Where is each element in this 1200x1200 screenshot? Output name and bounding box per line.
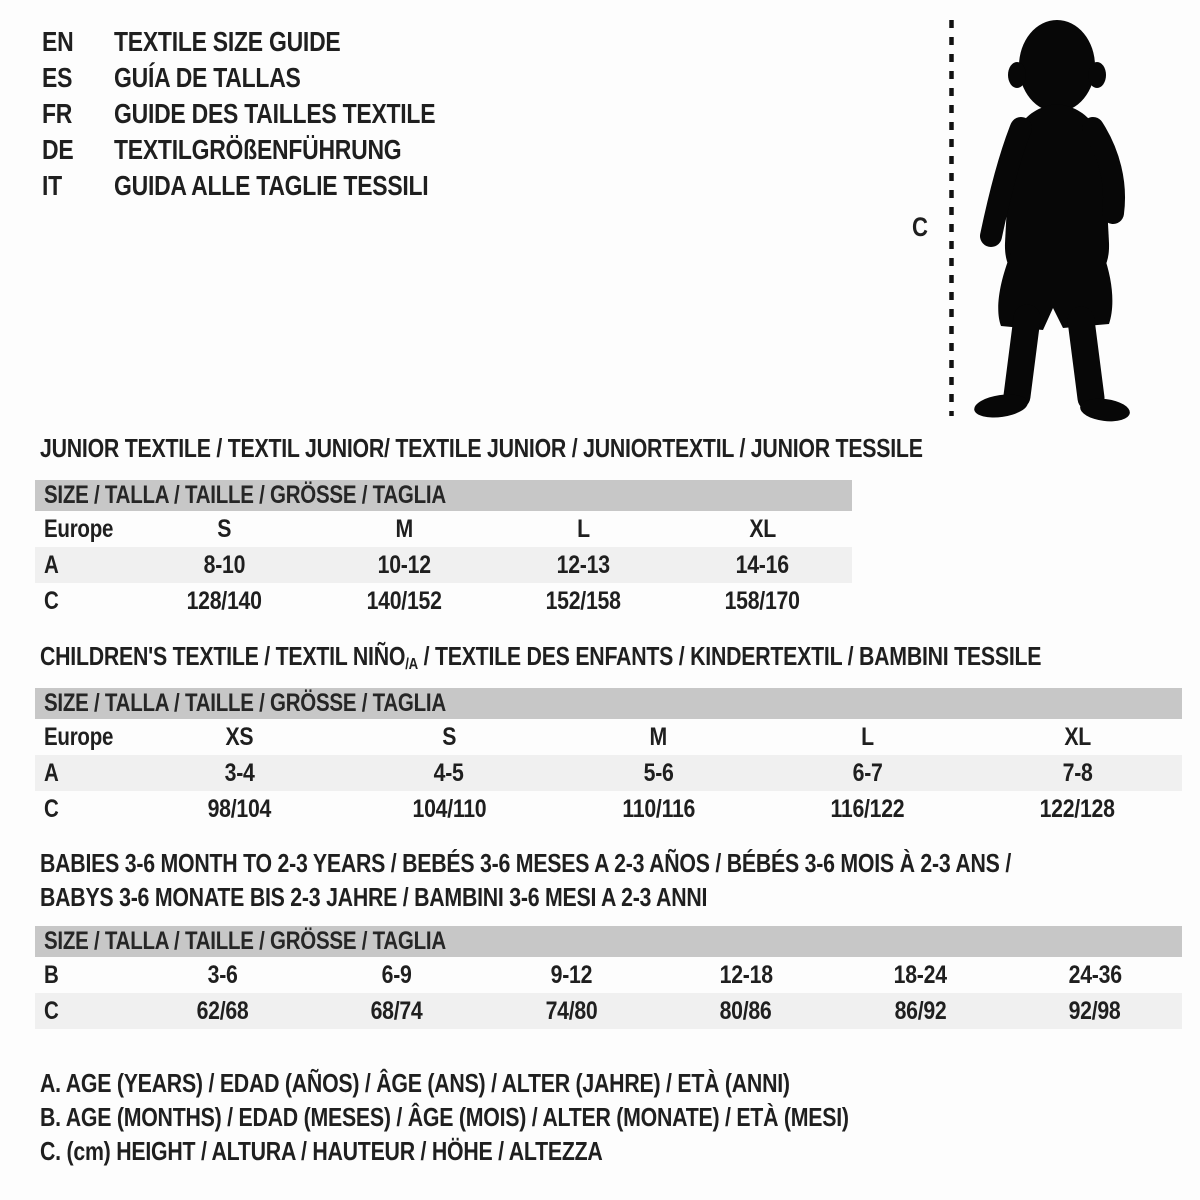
cell-text: 18-24 — [893, 960, 947, 989]
table-cell — [763, 795, 972, 824]
guide-title-text: TEXTILE SIZE GUIDE — [114, 26, 341, 57]
table-cell — [554, 759, 763, 788]
cell-text: 8-10 — [203, 550, 246, 579]
size-header-text: SIZE / TALLA / TAILLE / GRÖSSE / TAGLIA — [44, 927, 446, 955]
size-header-bar — [35, 926, 1182, 957]
junior-section-title — [40, 432, 1116, 464]
table-cell — [35, 551, 135, 580]
table-cell — [973, 723, 1182, 752]
cell-text: 4-5 — [434, 758, 465, 787]
language-code-text: DE — [42, 134, 74, 165]
guide-title — [114, 170, 497, 202]
cell-text: 14-16 — [735, 550, 789, 579]
table-cell — [314, 515, 493, 544]
cell-text: 7-8 — [1062, 758, 1093, 787]
table-row — [35, 755, 1182, 791]
table-cell — [554, 723, 763, 752]
language-code-text: ES — [42, 62, 73, 93]
language-row — [42, 132, 506, 168]
children-title-post: / TEXTILE DES ENFANTS / KINDERTEXTIL / BAMBINI TESSILE — [417, 641, 1042, 671]
language-row — [42, 24, 506, 60]
language-code — [42, 98, 114, 130]
cell-text: 12-13 — [556, 550, 610, 579]
legend-line-a-text: A. AGE (YEARS) / EDAD (AÑOS) / ÂGE (ANS) / ALTER (JAHRE) / ETÀ (ANNI) — [40, 1067, 790, 1098]
cell-text: B — [44, 960, 59, 989]
height-measure-label-text: C — [912, 212, 928, 242]
language-code-text: EN — [42, 26, 74, 57]
table-cell — [1008, 961, 1183, 990]
baby-silhouette-shape — [973, 20, 1131, 422]
cell-text: 6-7 — [852, 758, 883, 787]
table-cell — [314, 551, 493, 580]
children-section-title-text — [40, 640, 1041, 676]
table-cell — [973, 759, 1182, 788]
table-row — [35, 583, 852, 619]
table-cell — [673, 515, 852, 544]
table-cell — [344, 723, 553, 752]
language-row — [42, 60, 506, 96]
cell-text: L — [576, 514, 590, 543]
legend-line-c — [40, 1134, 1026, 1168]
cell-text: 92/98 — [1068, 996, 1121, 1025]
table-cell — [484, 997, 659, 1026]
table-cell — [35, 587, 135, 616]
babies-size-table — [35, 926, 1182, 1029]
children-section-title — [40, 640, 1200, 676]
size-header-text: SIZE / TALLA / TAILLE / GRÖSSE / TAGLIA — [44, 689, 446, 717]
cell-text: 152/158 — [545, 586, 621, 615]
cell-text: 12-18 — [719, 960, 773, 989]
cell-text: 68/74 — [370, 996, 423, 1025]
table-cell — [659, 997, 834, 1026]
table-cell — [35, 515, 135, 544]
cell-text: 9-12 — [550, 960, 593, 989]
height-measure-label — [912, 212, 931, 243]
cell-text: 5-6 — [643, 758, 674, 787]
babies-title-line1: BABIES 3-6 MONTH TO 2-3 YEARS / BEBÉS 3-6 MESES A 2-3 AÑOS / BÉBÉS 3-6 MOIS À 2-3 ANS / — [40, 848, 1012, 878]
legend-line-b-text: B. AGE (MONTHS) / EDAD (MESES) / ÂGE (MOIS) / ALTER (MONATE) / ETÀ (MESI) — [40, 1101, 849, 1132]
table-cell — [344, 759, 553, 788]
table-cell — [135, 961, 310, 990]
cell-text: S — [217, 514, 232, 543]
table-cell — [1008, 997, 1183, 1026]
babies-title-line2: BABYS 3-6 MONATE BIS 2-3 JAHRE / BAMBINI 3-6 MESI A 2-3 ANNI — [40, 882, 708, 912]
table-cell — [973, 795, 1182, 824]
babies-section-title — [40, 846, 1200, 914]
cell-text: M — [395, 514, 413, 543]
language-code-text: IT — [42, 170, 62, 201]
cell-text: 74/80 — [545, 996, 598, 1025]
table-cell — [763, 723, 972, 752]
table-cell — [35, 961, 135, 990]
table-cell — [344, 795, 553, 824]
table-cell — [135, 723, 344, 752]
table-cell — [135, 997, 310, 1026]
table-row — [35, 957, 1182, 993]
table-cell — [494, 587, 673, 616]
table-cell — [833, 961, 1008, 990]
guide-title — [114, 134, 465, 166]
table-cell — [833, 997, 1008, 1026]
table-cell — [484, 961, 659, 990]
table-cell — [763, 759, 972, 788]
table-cell — [35, 795, 135, 824]
table-cell — [35, 723, 135, 752]
table-cell — [673, 551, 852, 580]
table-cell — [310, 961, 485, 990]
table-row — [35, 547, 852, 583]
language-code — [42, 26, 114, 58]
cell-text: Europe — [44, 514, 114, 543]
cell-text: 122/128 — [1039, 794, 1115, 823]
cell-text: XL — [749, 514, 776, 543]
guide-title-text: TEXTILGRÖßENFÜHRUNG — [114, 134, 402, 165]
language-code — [42, 170, 114, 202]
table-cell — [310, 997, 485, 1026]
table-row — [35, 791, 1182, 827]
table-row — [35, 719, 1182, 755]
table-cell — [35, 997, 135, 1026]
cell-text: XS — [225, 722, 254, 751]
guide-title — [114, 26, 390, 58]
junior-size-table — [35, 480, 852, 619]
language-title-list — [42, 24, 506, 204]
table-cell — [494, 551, 673, 580]
legend-line-a — [40, 1066, 1026, 1100]
cell-text: C — [44, 996, 59, 1025]
cell-text: 128/140 — [187, 586, 263, 615]
cell-text: 80/86 — [719, 996, 772, 1025]
cell-text: 3-6 — [207, 960, 238, 989]
cell-text: 110/116 — [622, 794, 695, 823]
cell-text: 10-12 — [377, 550, 431, 579]
children-title-pre: CHILDREN'S TEXTILE / TEXTIL NIÑO — [40, 641, 406, 671]
children-title-sub: /A — [405, 654, 418, 673]
language-row — [42, 96, 506, 132]
cell-text: C — [44, 794, 59, 823]
language-code — [42, 134, 114, 166]
size-header-bar — [35, 480, 852, 511]
size-header-bar — [35, 688, 1182, 719]
cell-text: 104/110 — [412, 794, 487, 823]
children-size-table — [35, 688, 1182, 827]
table-cell — [135, 551, 314, 580]
cell-text: L — [861, 722, 875, 751]
guide-title — [114, 62, 342, 94]
cell-text: Europe — [44, 722, 114, 751]
table-cell — [673, 587, 852, 616]
guide-title-text: GUIDA ALLE TAGLIE TESSILI — [114, 170, 429, 201]
language-code-text: FR — [42, 98, 73, 129]
baby-silhouette — [946, 14, 1141, 422]
legend-line-c-text: C. (cm) HEIGHT / ALTURA / HAUTEUR / HÖHE / ALTEZZA — [40, 1135, 603, 1166]
cell-text: 116/122 — [830, 794, 905, 823]
table-cell — [135, 795, 344, 824]
table-cell — [135, 759, 344, 788]
cell-text: 158/170 — [724, 586, 800, 615]
guide-title — [114, 98, 506, 130]
language-row — [42, 168, 506, 204]
guide-title-text: GUÍA DE TALLAS — [114, 62, 301, 93]
measure-legend — [40, 1066, 1026, 1168]
cell-text: 86/92 — [894, 996, 947, 1025]
table-row — [35, 511, 852, 547]
legend-line-b — [40, 1100, 1026, 1134]
cell-text: 3-4 — [224, 758, 255, 787]
cell-text: XL — [1063, 722, 1091, 751]
table-cell — [554, 795, 763, 824]
table-cell — [35, 759, 135, 788]
cell-text: 140/152 — [366, 586, 442, 615]
table-cell — [314, 587, 493, 616]
cell-text: S — [442, 722, 457, 751]
cell-text: 62/68 — [196, 996, 249, 1025]
size-header-text: SIZE / TALLA / TAILLE / GRÖSSE / TAGLIA — [44, 481, 446, 509]
cell-text: A — [44, 758, 59, 787]
cell-text: 6-9 — [381, 960, 412, 989]
junior-section-title-text: JUNIOR TEXTILE / TEXTIL JUNIOR/ TEXTILE JUNIOR / JUNIORTEXTIL / JUNIOR TESSILE — [40, 433, 923, 463]
table-cell — [494, 515, 673, 544]
cell-text: M — [649, 722, 668, 751]
language-code — [42, 62, 114, 94]
table-cell — [135, 587, 314, 616]
table-cell — [659, 961, 834, 990]
cell-text: C — [44, 586, 59, 615]
cell-text: 24-36 — [1068, 960, 1122, 989]
guide-title-text: GUIDE DES TAILLES TEXTILE — [114, 98, 436, 129]
cell-text: A — [44, 550, 59, 579]
cell-text: 98/104 — [207, 794, 272, 823]
table-row — [35, 993, 1182, 1029]
table-cell — [135, 515, 314, 544]
